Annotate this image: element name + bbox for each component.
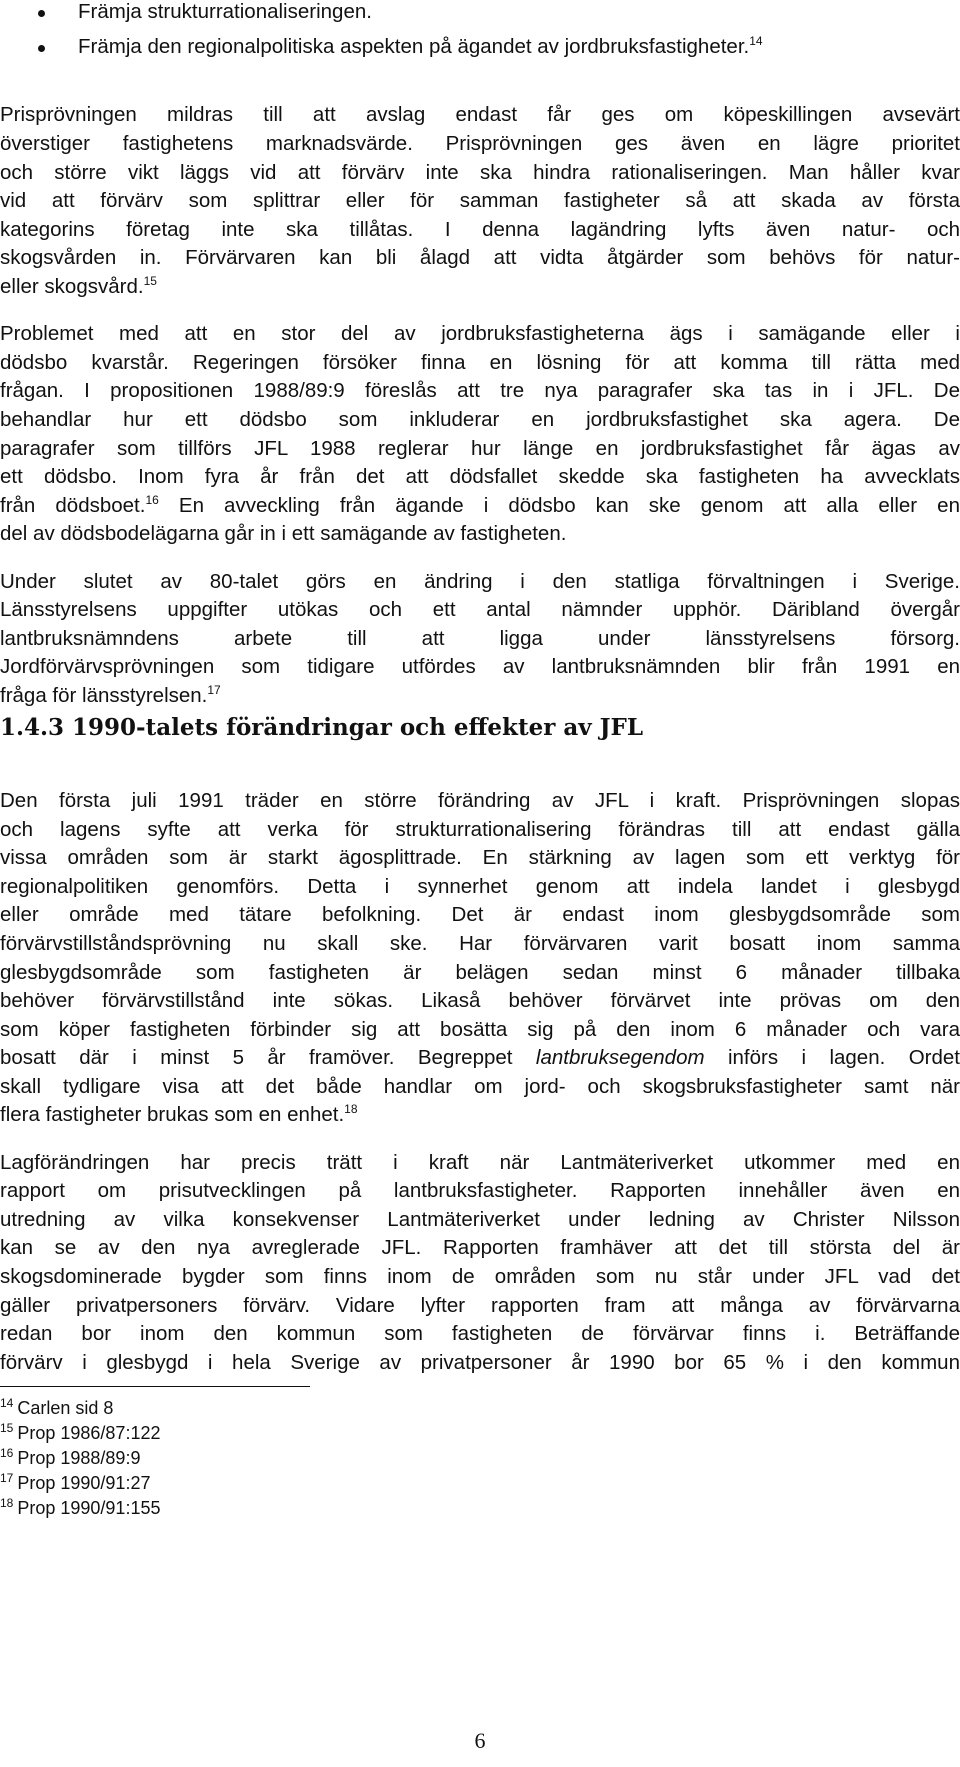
text-line: redan bor inom den kommun som fastigheten de förvärvar finns i. Beträffande — [0, 1322, 960, 1345]
text-line: eller skogsvård.$^{15}$ — [0, 274, 157, 298]
section-heading: 1.4.3 1990-talets förändringar och effekter av JFL — [0, 714, 644, 741]
footnote: $^{15}$ Prop 1986/87:122 — [0, 1421, 161, 1443]
text-line: Under slutet av 80-talet görs en ändring i den statliga förvaltningen i Sverige. — [0, 570, 960, 593]
text-line: Den första juli 1991 träder en större förändring av JFL i kraft. Prisprövningen slopas — [0, 789, 960, 812]
bullet-icon — [38, 45, 45, 52]
bullet-item: Främja strukturrationaliseringen. — [78, 0, 372, 23]
footnote-ref[interactable]: 17 — [207, 683, 221, 698]
text-line: bosatt där i minst 5 år framöver. Begreppet lantbruksegendom införs i lagen. Ordet — [0, 1046, 960, 1069]
text-line: frågan. I propositionen 1988/89:9 föreslås att tre nya paragrafer ska tas in i JFL. De — [0, 379, 960, 402]
text-line: fråga för länsstyrelsen.$^{17}$ — [0, 683, 221, 707]
text-line: vid att förvärv som splittrar eller för samman fastigheter så att skada av första — [0, 189, 960, 212]
text-line: eller område med tätare befolkning. Det är endast inom glesbygdsområde som — [0, 903, 960, 926]
text-line: glesbygdsområde som fastigheten är belägen sedan minst 6 månader tillbaka — [0, 961, 960, 984]
text-line: skogsvården in. Förvärvaren kan bli ålagd att vidta åtgärder som behövs för natur- — [0, 246, 960, 269]
footnote-divider — [0, 1386, 310, 1387]
text-line: och lagens syfte att verka för strukturrationalisering förändras till att endast gälla — [0, 818, 960, 841]
footnote: $^{17}$ Prop 1990/91:27 — [0, 1471, 151, 1493]
text-line: vissa områden som är starkt ägosplittrade. En stärkning av lagen som ett verktyg för — [0, 846, 960, 869]
text-line: behandlar hur ett dödsbo som inkluderar en jordbruksfastighet ska agera. De — [0, 408, 960, 431]
text-line: skogsdominerade bygder som finns inom de områden som nu står under JFL vad det — [0, 1265, 960, 1288]
text-line: Lagförändringen har precis trätt i kraft när Lantmäteriverket utkommer med en — [0, 1151, 960, 1174]
text-line: och större vikt läggs vid att förvärv inte ska hindra rationaliseringen. Man håller kvar — [0, 161, 960, 184]
text-line: kategorins företag inte ska tillåtas. I denna lagändring lyfts även natur- och — [0, 218, 960, 241]
footnote-ref[interactable]: 16 — [145, 493, 159, 508]
text-line: Problemet med att en stor del av jordbruksfastigheterna ägs i samägande eller i — [0, 322, 960, 345]
footnote: $^{16}$ Prop 1988/89:9 — [0, 1446, 141, 1468]
text-line: Prisprövningen mildras till att avslag endast får ges om köpeskillingen avsevärt — [0, 103, 960, 126]
footnote-ref[interactable]: 14 — [749, 34, 763, 49]
bullet-icon — [38, 10, 45, 17]
text-line: förvärvstillståndsprövning nu skall ske. Har förvärvaren varit bosatt inom samma — [0, 932, 960, 955]
text-line: från dödsboet.$^{16}$ En avveckling från ägande i dödsbo kan ske genom att alla eller en — [0, 493, 960, 517]
text-line: överstiger fastighetens marknadsvärde. Prisprövningen ges även en lägre prioritet — [0, 132, 960, 155]
text-line: lantbruksnämndens arbete till att ligga under länsstyrelsens försorg. — [0, 627, 960, 650]
text-line: skall tydligare visa att det både handlar om jord- och skogsbruksfastigheter samt när — [0, 1075, 960, 1098]
text-line: del av dödsbodelägarna går in i ett samägande av fastigheten. — [0, 522, 567, 545]
text-line: ett dödsbo. Inom fyra år från det att dödsfallet skedde ska fastigheten ha avvecklats — [0, 465, 960, 488]
text-line: behöver förvärvstillstånd inte sökas. Likaså behöver förvärvet inte prövas om den — [0, 989, 960, 1012]
text-line: regionalpolitiken genomförs. Detta i synnerhet genom att indela landet i glesbygd — [0, 875, 960, 898]
text-line: Länsstyrelsens uppgifter utökas och ett antal nämnder upphör. Däribland övergår — [0, 598, 960, 621]
text-line: kan se av den nya avreglerade JFL. Rapporten framhäver att det till största del är — [0, 1236, 960, 1259]
text-line: utredning av vilka konsekvenser Lantmäteriverket under ledning av Christer Nilsson — [0, 1208, 960, 1231]
page-number: 6 — [474, 1728, 486, 1753]
footnote: $^{14}$ Carlen sid 8 — [0, 1396, 114, 1418]
footnote-ref[interactable]: 18 — [344, 1102, 358, 1117]
emphasis-term: lantbruksegendom — [535, 1046, 705, 1069]
text-line: förvärv i glesbygd i hela Sverige av privatpersoner år 1990 bor 65 % i den kommun — [0, 1351, 960, 1374]
bullet-item: Främja den regionalpolitiska aspekten på ägandet av jordbruksfastigheter.$^{14}$ — [78, 34, 763, 58]
footnote-ref[interactable]: 15 — [143, 274, 157, 289]
text-line: Jordförvärvsprövningen som tidigare utfördes av lantbruksnämnden blir från 1991 en — [0, 655, 960, 678]
text-line: flera fastigheter brukas som en enhet.$^{18}$ — [0, 1102, 358, 1126]
text-line: som köper fastigheten förbinder sig att bosätta sig på den inom 6 månader och vara — [0, 1018, 960, 1041]
text-line: gäller privatpersoners förvärv. Vidare lyfter rapporten fram att många av förvärvarna — [0, 1294, 960, 1317]
text-line: rapport om prisutvecklingen på lantbruksfastigheter. Rapporten innehåller även en — [0, 1179, 960, 1202]
text-line: paragrafer som tillförs JFL 1988 reglerar hur länge en jordbruksfastighet får ägas av — [0, 437, 960, 460]
text-line: dödsbo kvarstår. Regeringen försöker finna en lösning för att komma till rätta med — [0, 351, 960, 374]
footnote: $^{18}$ Prop 1990/91:155 — [0, 1496, 161, 1518]
